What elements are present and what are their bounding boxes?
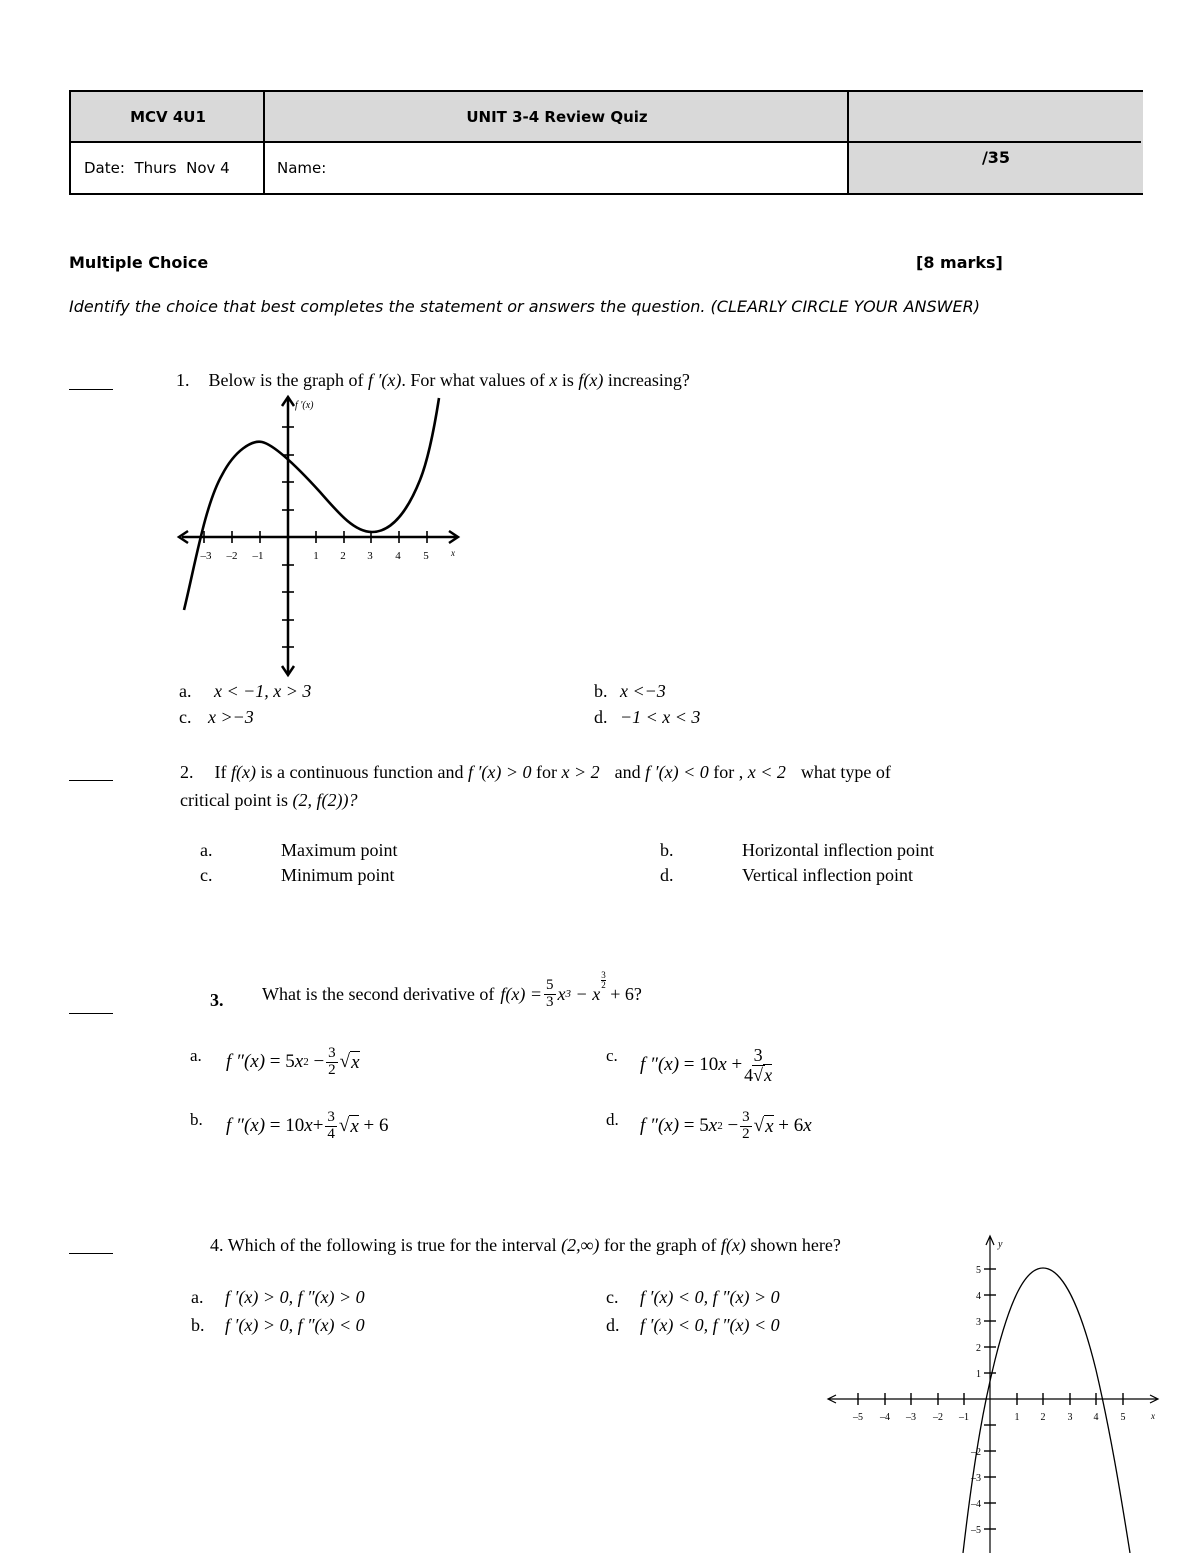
q3-option-b-formula[interactable]: f ″( x ) = 10 x + $\frac{3}{4}$ √ x + 6 xyxy=(226,1109,389,1142)
q2-x-gt-2: x > 2 xyxy=(561,762,600,782)
option-text: x <−3 xyxy=(620,681,666,701)
q1-tick-label: –2 xyxy=(226,550,238,562)
q4-y-tick-label: –5 xyxy=(971,1525,981,1536)
q3-option-c-letter[interactable]: c. xyxy=(606,1046,618,1065)
q4-text-b: for the graph of xyxy=(603,1235,717,1255)
q4-x-tick-label: 3 xyxy=(1067,1412,1073,1423)
q4-fx: f(x) xyxy=(720,1235,746,1255)
q4-y-tick-label: 3 xyxy=(976,1317,981,1328)
q2-condition-2: f ′(x) < 0 xyxy=(645,762,709,782)
name-label: Name: xyxy=(277,158,327,177)
option-letter: d. xyxy=(606,1315,620,1335)
q4-y-tick-label: 4 xyxy=(976,1291,981,1302)
q1-text-c: is xyxy=(561,370,574,390)
q1-derivative-graph xyxy=(170,392,470,682)
q2-fx: f(x) xyxy=(231,762,256,782)
q1-tick-label: 5 xyxy=(423,550,429,562)
q2-number: 2. xyxy=(180,762,194,782)
q4-option-a[interactable] xyxy=(191,1287,365,1308)
q2-text-continuous: is a continuous function and xyxy=(260,762,464,782)
q4-x-tick-label: –3 xyxy=(906,1412,916,1423)
q3-function: $\frac{5}{3}$ x 3 − x 3 2 + 6? xyxy=(546,969,642,1010)
section-title: Multiple Choice xyxy=(69,253,209,272)
q4-option-d[interactable] xyxy=(606,1315,780,1336)
q2-x-lt-2: x < 2 xyxy=(747,762,786,782)
option-text: Horizontal inflection point xyxy=(742,840,934,860)
q2-and: and xyxy=(614,762,641,782)
q4-x-tick-label: 1 xyxy=(1014,1412,1020,1423)
q4-text-c: shown here? xyxy=(750,1235,841,1255)
q3-fx: f(x) = xyxy=(500,983,543,1004)
q4-x-tick-label: –5 xyxy=(853,1412,863,1423)
q1-y-axis-label: f '(x) xyxy=(295,400,314,411)
q4-function-graph xyxy=(820,1230,1165,1553)
q2-option-d[interactable] xyxy=(660,865,913,886)
option-letter: b. xyxy=(594,681,608,701)
q2-text-if: If xyxy=(214,762,227,782)
q4-y-tick-label: –2 xyxy=(971,1447,981,1458)
q4-x-tick-label: 4 xyxy=(1093,1412,1099,1423)
option-text: Maximum point xyxy=(281,840,398,860)
q1-text-a: Below is the graph of xyxy=(208,370,364,390)
q1-tick-label: 3 xyxy=(367,550,373,562)
course-cell xyxy=(71,92,265,142)
question-2-line-1 xyxy=(180,762,891,783)
score-cell xyxy=(849,142,1143,193)
q2-text-type: what type of xyxy=(800,762,891,782)
option-letter: c. xyxy=(200,865,213,885)
option-text: f ′(x) < 0, f ″(x) > 0 xyxy=(640,1287,780,1307)
q4-y-axis-label: y xyxy=(998,1239,1003,1250)
q1-option-c[interactable] xyxy=(179,707,254,728)
q1-text-d: increasing? xyxy=(607,370,690,390)
q2-option-a[interactable] xyxy=(200,840,398,861)
date-cell xyxy=(71,142,265,193)
top-right-cell xyxy=(849,92,1143,142)
q1-tick-label: 4 xyxy=(395,550,401,562)
q3-option-b-letter[interactable]: b. xyxy=(190,1110,203,1129)
title-cell xyxy=(265,92,849,142)
q4-number: 4. xyxy=(210,1235,224,1255)
q2-text-critical: critical point is xyxy=(180,790,288,810)
answer-blank-2[interactable] xyxy=(69,780,113,781)
date-text: Date: Thurs Nov 4 xyxy=(84,158,230,177)
q4-y-tick-label: –4 xyxy=(971,1499,981,1510)
q3-option-a-letter[interactable]: a. xyxy=(190,1046,202,1065)
q4-text-a: Which of the following is true for the interval xyxy=(227,1235,557,1255)
course-code: MCV 4U1 xyxy=(130,108,206,126)
option-text: f ′(x) > 0, f ″(x) > 0 xyxy=(225,1287,365,1307)
q4-x-tick-label: 5 xyxy=(1120,1412,1126,1423)
q4-option-c[interactable] xyxy=(606,1287,780,1308)
score-text: /35 xyxy=(981,148,1011,167)
q3-number: 3. xyxy=(210,990,224,1010)
option-letter: d. xyxy=(594,707,608,727)
option-text: Vertical inflection point xyxy=(742,865,913,885)
q1-number: 1. xyxy=(176,370,190,390)
option-letter: c. xyxy=(606,1287,619,1307)
q2-for-1: for xyxy=(536,762,558,782)
quiz-title: UNIT 3-4 Review Quiz xyxy=(466,108,648,126)
q1-tick-label: 1 xyxy=(313,550,319,562)
answer-blank-4[interactable] xyxy=(69,1253,113,1254)
q1-option-a[interactable] xyxy=(179,681,311,702)
section-instructions: Identify the choice that best completes the statement or answers the question. (CLEARLY CIRCLE YOUR ANSWER) xyxy=(69,297,980,316)
option-letter: c. xyxy=(179,707,192,727)
q4-y-tick-label: 5 xyxy=(976,1265,981,1276)
q3-text: What is the second derivative of xyxy=(262,983,495,1004)
question-4 xyxy=(210,1235,841,1256)
q1-text-b: . For what values of xyxy=(401,370,545,390)
q4-y-tick-label: –3 xyxy=(971,1473,981,1484)
question-2-line-2 xyxy=(180,790,357,811)
q4-option-b[interactable] xyxy=(191,1315,365,1336)
q4-y-tick-label: 1 xyxy=(976,1369,981,1380)
header-table xyxy=(69,90,1143,195)
question-1 xyxy=(176,370,690,391)
q1-x: x xyxy=(549,370,558,390)
option-letter: a. xyxy=(179,681,192,701)
q1-option-d[interactable] xyxy=(594,707,700,728)
option-text: Minimum point xyxy=(281,865,395,885)
option-text: −1 < x < 3 xyxy=(620,707,701,727)
option-letter: d. xyxy=(660,865,674,885)
q1-x-axis-label: x xyxy=(451,548,455,558)
option-letter: a. xyxy=(200,840,213,860)
q1-tick-label: –3 xyxy=(200,550,212,562)
q2-option-b[interactable] xyxy=(660,840,934,861)
option-letter: b. xyxy=(191,1315,205,1335)
q2-condition-1: f ′(x) > 0 xyxy=(467,762,532,782)
q4-x-axis-label: x xyxy=(1151,1411,1155,1421)
q3-option-c-formula[interactable]: f ″( x ) = 10 x + $\frac{3}{4√x}$ xyxy=(640,1045,773,1085)
q1-fx: f(x) xyxy=(578,370,604,390)
option-text: x < −1, x > 3 xyxy=(214,681,312,701)
question-3 xyxy=(262,964,642,1024)
q4-x-tick-label: 2 xyxy=(1040,1412,1046,1423)
answer-blank-1[interactable] xyxy=(69,389,113,390)
q1-option-b[interactable] xyxy=(594,681,666,702)
q4-x-tick-label: –1 xyxy=(959,1412,969,1423)
option-letter: b. xyxy=(660,840,674,860)
q4-y-tick-label: 2 xyxy=(976,1343,981,1354)
name-cell[interactable] xyxy=(265,142,849,193)
option-text: x >−3 xyxy=(208,707,254,727)
q4-interval: (2,∞) xyxy=(561,1235,600,1255)
section-marks: [8 marks] xyxy=(916,253,1003,272)
q2-option-c[interactable] xyxy=(200,865,395,886)
q2-for-2: for , xyxy=(713,762,744,782)
q3-option-d-letter[interactable]: d. xyxy=(606,1110,619,1129)
q1-tick-label: –1 xyxy=(252,550,264,562)
q3-option-a-formula[interactable]: f ″( x ) = 5 x 2 − $\frac{3}{2}$ √ x xyxy=(226,1045,360,1078)
q1-fprime: f ′(x) xyxy=(367,370,402,390)
option-text: f ′(x) > 0, f ″(x) < 0 xyxy=(225,1315,365,1335)
q4-x-tick-label: –2 xyxy=(933,1412,943,1423)
q1-tick-label: 2 xyxy=(340,550,346,562)
answer-blank-3[interactable] xyxy=(69,1013,113,1014)
q3-option-d-formula[interactable]: f ″( x ) = 5 x 2 − $\frac{3}{2}$ √ x + 6 x xyxy=(640,1109,812,1142)
option-letter: a. xyxy=(191,1287,204,1307)
option-text: f ′(x) < 0, f ″(x) < 0 xyxy=(640,1315,780,1335)
q2-point: (2, f(2))? xyxy=(292,790,358,810)
q4-x-tick-label: –4 xyxy=(880,1412,890,1423)
